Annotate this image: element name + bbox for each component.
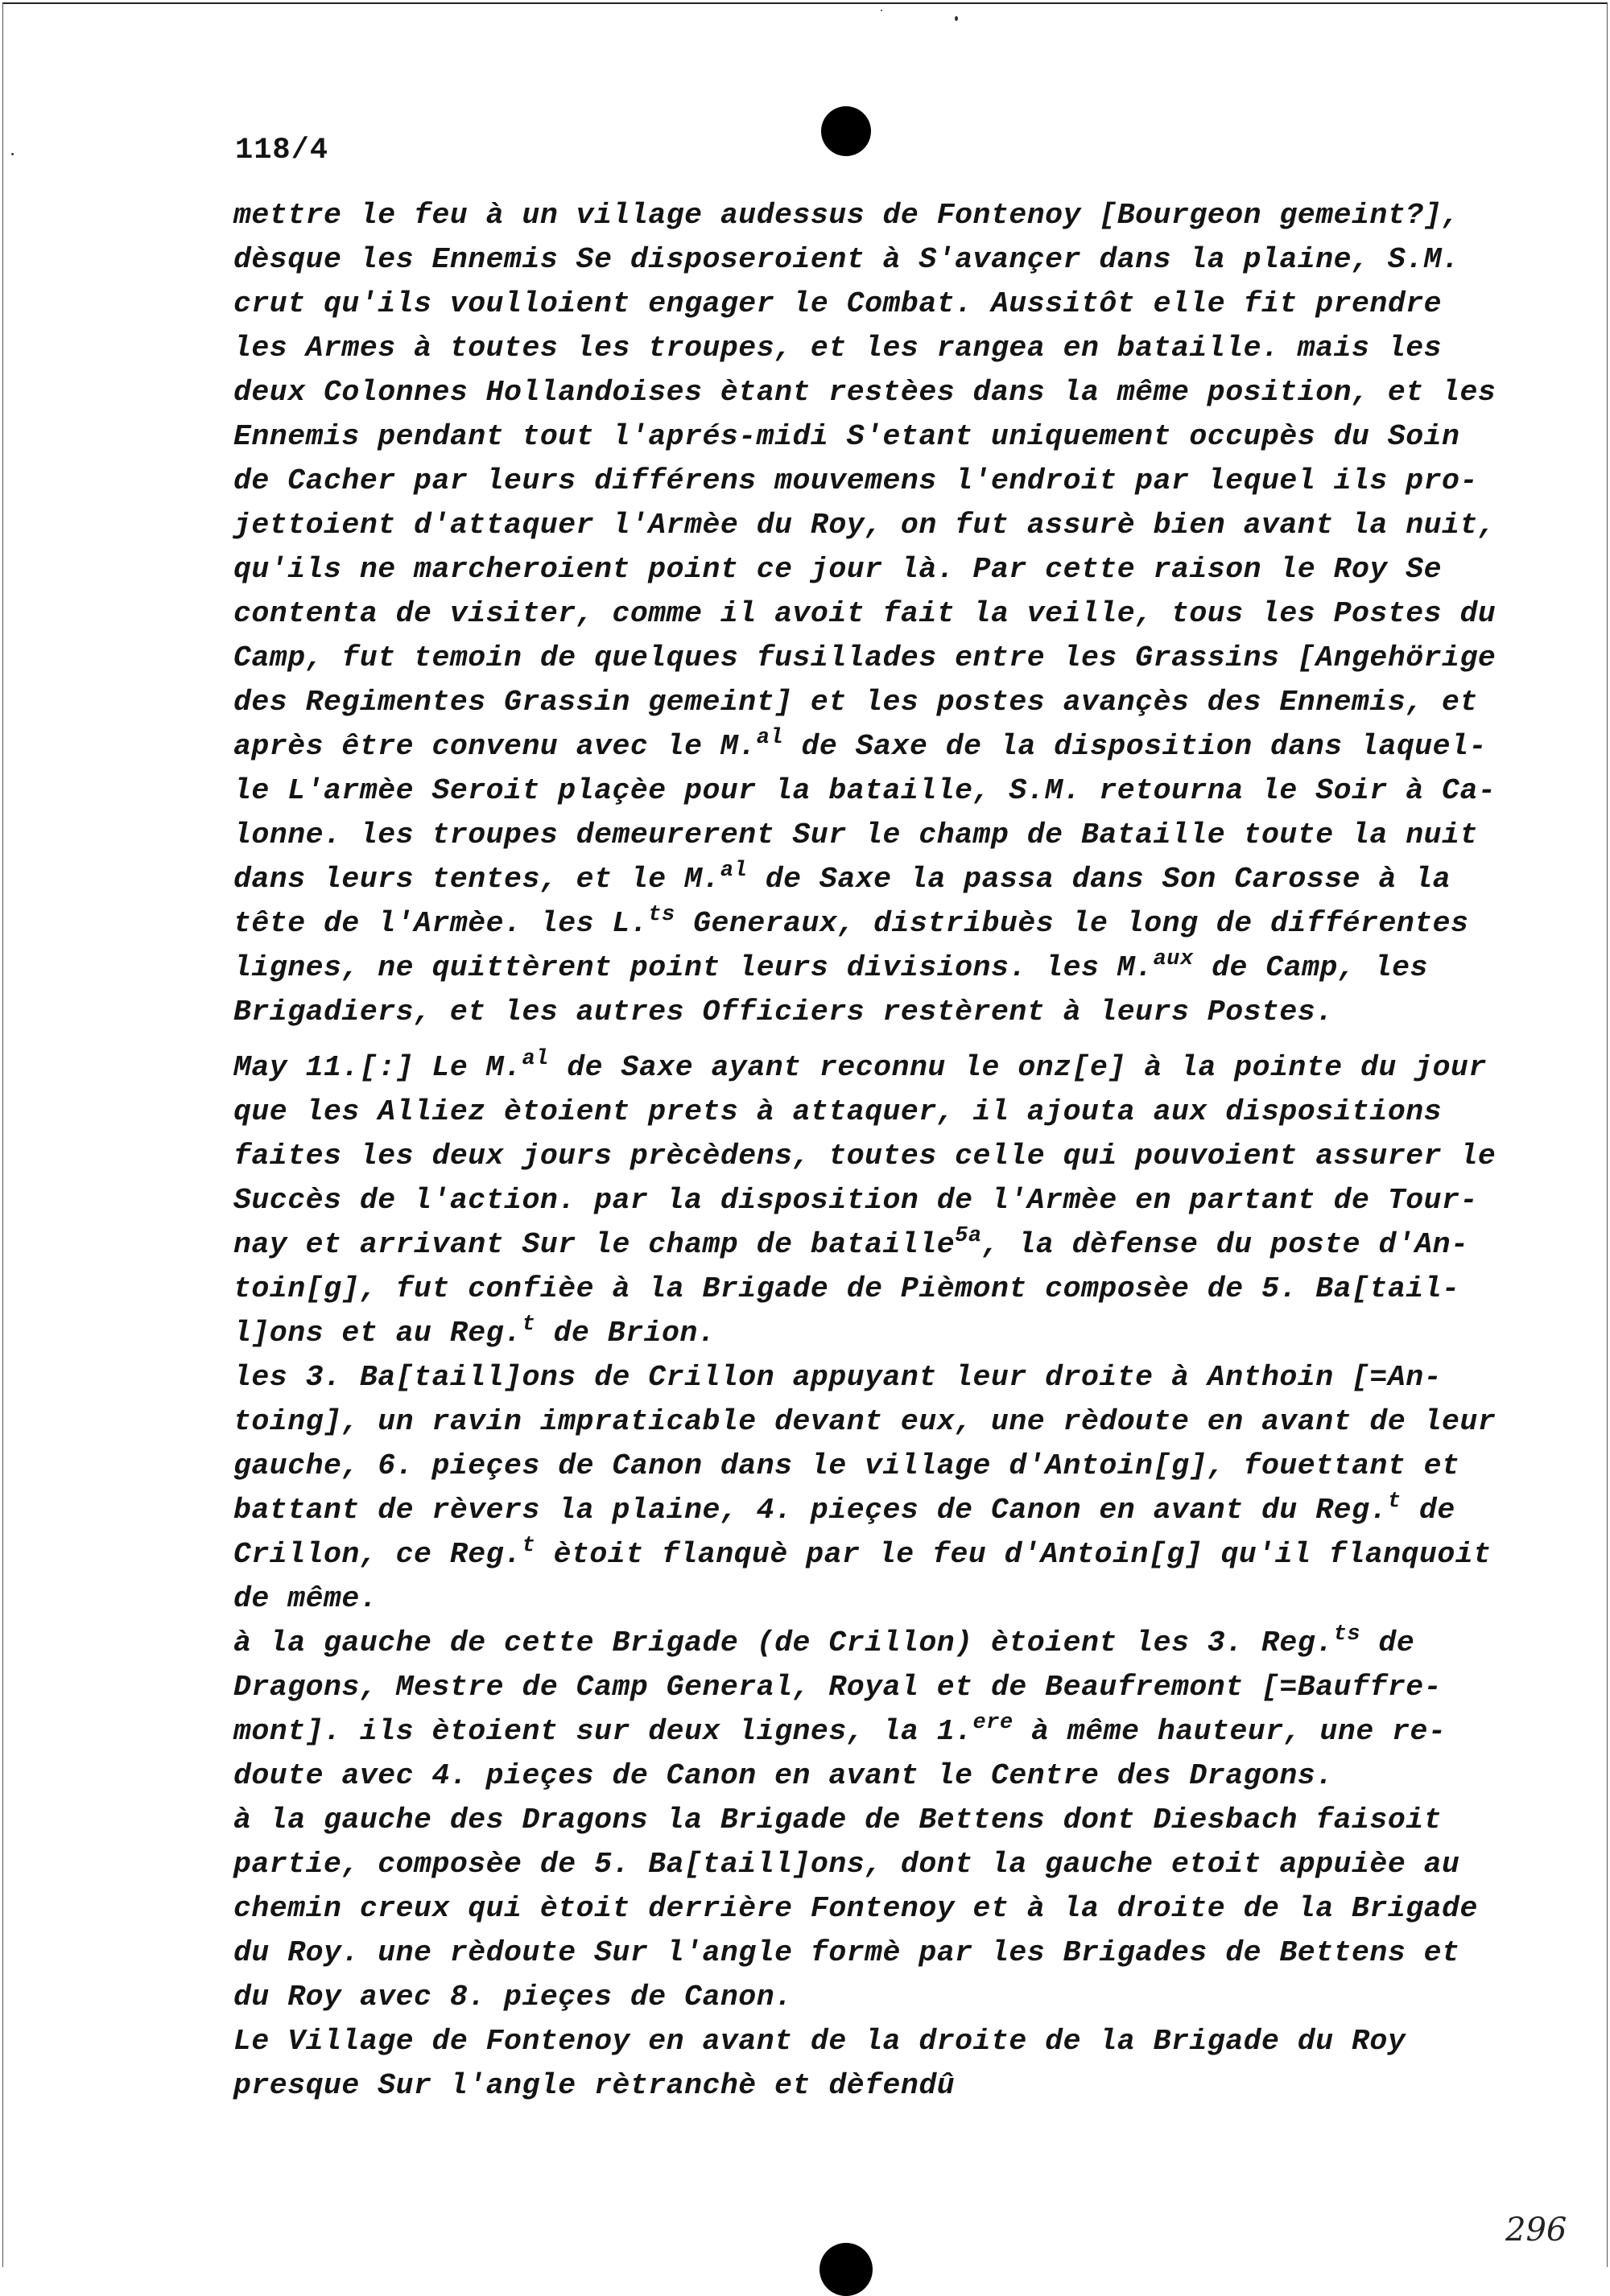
text-segment: de (1360, 1626, 1415, 1659)
superscript: ere (972, 1711, 1013, 1735)
text-segment: partie, composèe de 5. Ba[taill]ons, dont la gauche etoit appuièe au (233, 1848, 1460, 1881)
text-segment: après être convenu avec le M. (233, 730, 757, 763)
superscript: al (756, 726, 784, 750)
text-segment: tête de l'Armèe. les L. (233, 907, 649, 940)
text-segment: les Armes à toutes les troupes, et les rangea en bataille. mais les (233, 332, 1443, 365)
text-line (233, 1577, 1489, 1621)
text-line (233, 857, 1489, 901)
superscript: t (522, 1534, 536, 1558)
text-segment: presque Sur l'angle rètranchè et dèfendû (233, 2069, 956, 2102)
scan-speck (881, 10, 882, 11)
superscript: al (720, 859, 748, 883)
text-line (233, 1090, 1489, 1134)
archive-number: 296 (1505, 2211, 1567, 2249)
text-segment: lignes, ne quittèrent point leurs divisions. les M. (233, 951, 1154, 984)
text-segment: de Cacher par leurs différens mouvemens l'endroit par lequel ils pro- (233, 464, 1478, 497)
text-line (233, 1355, 1489, 1399)
text-line (233, 237, 1489, 282)
text-line (233, 1488, 1489, 1532)
text-segment: de (1401, 1494, 1455, 1527)
text-line (233, 1754, 1489, 1798)
text-segment: faites les deux jours prècèdens, toutes celle qui pouvoient assurer le (233, 1140, 1496, 1173)
text-segment: les 3. Ba[taill]ons de Crillon appuyant leur droite à Anthoin [=An- (233, 1361, 1443, 1394)
text-segment: toin[g], fut confièe à la Brigade de Pièmont composèe de 5. Ba[tail- (233, 1272, 1460, 1305)
text-line (233, 724, 1489, 769)
text-line (233, 1532, 1492, 1577)
text-line (233, 414, 1489, 459)
text-segment: mont]. ils ètoient sur deux lignes, la 1. (233, 1715, 973, 1748)
text-segment: du Roy. une rèdoute Sur l'angle formè par les Brigades de Bettens et (233, 1936, 1460, 1969)
text-segment: lonne. les troupes demeurerent Sur le champ de Bataille toute la nuit (233, 818, 1478, 851)
text-segment: Brigadiers, et les autres Officiers restèrent à leurs Postes. (233, 995, 1334, 1028)
text-line (233, 1886, 1489, 1931)
text-segment: Ennemis pendant tout l'aprés-midi S'etant uniquement occupès du Soin (233, 420, 1460, 453)
superscript: 5a (955, 1224, 982, 1248)
text-segment: à la gauche des Dragons la Brigade de Bettens dont Diesbach faisoit (233, 1803, 1443, 1836)
text-line (233, 370, 1496, 414)
text-line (233, 1399, 1496, 1444)
text-line (233, 680, 1489, 724)
superscript: ts (1333, 1622, 1361, 1647)
text-segment: du Roy avec 8. pieçes de Canon. (233, 1981, 793, 2014)
text-line (233, 1267, 1489, 1311)
text-segment: de Saxe la passa dans Son Carosse à la (747, 863, 1451, 896)
text-segment: crut qu'ils voulloient engager le Combat. Aussitôt elle fit prendre (233, 287, 1443, 320)
paragraph-continuation (233, 193, 1496, 1034)
text-segment: le L'armèe Seroit plaçèe pour la bataille, S.M. retourna le Soir à Ca- (233, 774, 1496, 807)
page-number: 118/4 (235, 134, 329, 167)
text-line (233, 547, 1489, 592)
text-line (233, 1621, 1489, 1665)
text-line (233, 990, 1489, 1034)
text-line (233, 282, 1489, 326)
text-segment: qu'ils ne marcheroient point ce jour là. Par cette raison le Roy Se (233, 553, 1443, 586)
text-segment: des Regimentes Grassin gemeint] et les postes avançès des Ennemis, et (233, 686, 1478, 719)
text-segment: que les Alliez ètoient prets à attaquer, il ajouta aux dispositions (233, 1095, 1443, 1128)
text-segment: dans leurs tentes, et le M. (233, 863, 720, 896)
text-segment: nay et arrivant Sur le champ de bataille (233, 1228, 956, 1261)
text-segment: de Saxe ayant reconnu le onz[e] à la pointe du jour (548, 1051, 1487, 1084)
text-line (233, 2019, 1489, 2063)
document-body (233, 193, 1496, 2108)
text-segment: jettoient d'attaquer l'Armèe du Roy, on fut assurè bien avant la nuit, (233, 509, 1496, 542)
text-segment: de même. (233, 1582, 378, 1615)
text-line (233, 813, 1489, 857)
text-line (233, 901, 1489, 946)
superscript: aux (1153, 947, 1194, 971)
text-line (233, 946, 1489, 990)
text-line (233, 1134, 1496, 1178)
text-segment: deux Colonnes Hollandoises ètant restèes dans la même position, et les (233, 376, 1496, 409)
text-segment: dèsque les Ennemis Se disposeroient à S'avançer dans la plaine, S.M. (233, 243, 1460, 276)
text-line (233, 1665, 1489, 1709)
text-line (233, 1222, 1489, 1267)
text-segment: gauche, 6. pieçes de Canon dans le village d'Antoin[g], fouettant et (233, 1449, 1460, 1482)
text-segment: l]ons et au Reg. (233, 1317, 522, 1350)
text-segment: toing], un ravin impraticable devant eux, une rèdoute en avant de leur (233, 1405, 1496, 1438)
text-line (233, 1975, 1489, 2019)
text-line (233, 1798, 1489, 1842)
text-segment: Succès de l'action. par la disposition de l'Armèe en partant de Tour- (233, 1184, 1478, 1217)
punch-hole-bottom (819, 2243, 873, 2296)
text-segment: , la dèfense du poste d'An- (981, 1228, 1469, 1261)
text-segment: à même hauteur, une re- (1013, 1715, 1447, 1748)
text-segment: Le Village de Fontenoy en avant de la droite de la Brigade du Roy (233, 2025, 1406, 2058)
text-segment: ètoit flanquè par le feu d'Antoin[g] qu'il flanquoit (535, 1538, 1492, 1571)
text-segment: de Saxe de la disposition dans laquel- (783, 730, 1487, 763)
text-line (233, 1045, 1489, 1090)
text-line (233, 636, 1496, 680)
text-line (233, 193, 1489, 237)
text-segment: de Camp, les (1193, 951, 1428, 984)
text-segment: contenta de visiter, comme il avoit fait la veille, tous les Postes du (233, 597, 1496, 630)
text-line (233, 1709, 1489, 1754)
text-segment: à la gauche de cette Brigade (de Crillon) ètoient les 3. Reg. (233, 1626, 1334, 1659)
paragraph-may-11 (233, 1045, 1496, 2108)
paragraph-gap (233, 1034, 1489, 1045)
superscript: al (522, 1047, 549, 1071)
punch-hole (821, 106, 871, 156)
text-segment: mettre le feu à un village audessus de Fontenoy [Bourgeon gemeint?], (233, 199, 1460, 232)
text-segment: Dragons, Mestre de Camp General, Royal et de Beaufremont [=Bauffre- (233, 1671, 1443, 1704)
superscript: t (522, 1313, 536, 1337)
superscript: ts (648, 903, 675, 927)
text-segment: Generaux, distribuès le long de différentes (675, 907, 1469, 940)
text-segment: de Brion. (535, 1317, 716, 1350)
text-line (233, 1842, 1489, 1886)
text-line (233, 1444, 1489, 1488)
text-segment: Crillon, ce Reg. (233, 1538, 522, 1571)
superscript: t (1387, 1490, 1402, 1514)
scan-speck (955, 16, 958, 21)
text-segment: chemin creux qui ètoit derrière Fontenoy et à la droite de la Brigade (233, 1892, 1478, 1925)
text-line (233, 1311, 1489, 1355)
text-segment: battant de rèvers la plaine, 4. pieçes de Canon en avant du Reg. (233, 1494, 1388, 1527)
text-line (233, 459, 1489, 503)
text-line (233, 2063, 1489, 2108)
text-line (233, 769, 1496, 813)
scan-speck (11, 153, 14, 155)
text-segment: Camp, fut temoin de quelques fusillades entre les Grassins [Angehörige (233, 641, 1496, 674)
text-segment: May 11.[:] Le M. (233, 1051, 522, 1084)
text-line (233, 1931, 1489, 1975)
text-line (233, 326, 1489, 370)
text-line (233, 1178, 1489, 1222)
text-segment: doute avec 4. pieçes de Canon en avant le Centre des Dragons. (233, 1759, 1334, 1792)
text-line (233, 503, 1496, 547)
text-line (233, 592, 1496, 636)
